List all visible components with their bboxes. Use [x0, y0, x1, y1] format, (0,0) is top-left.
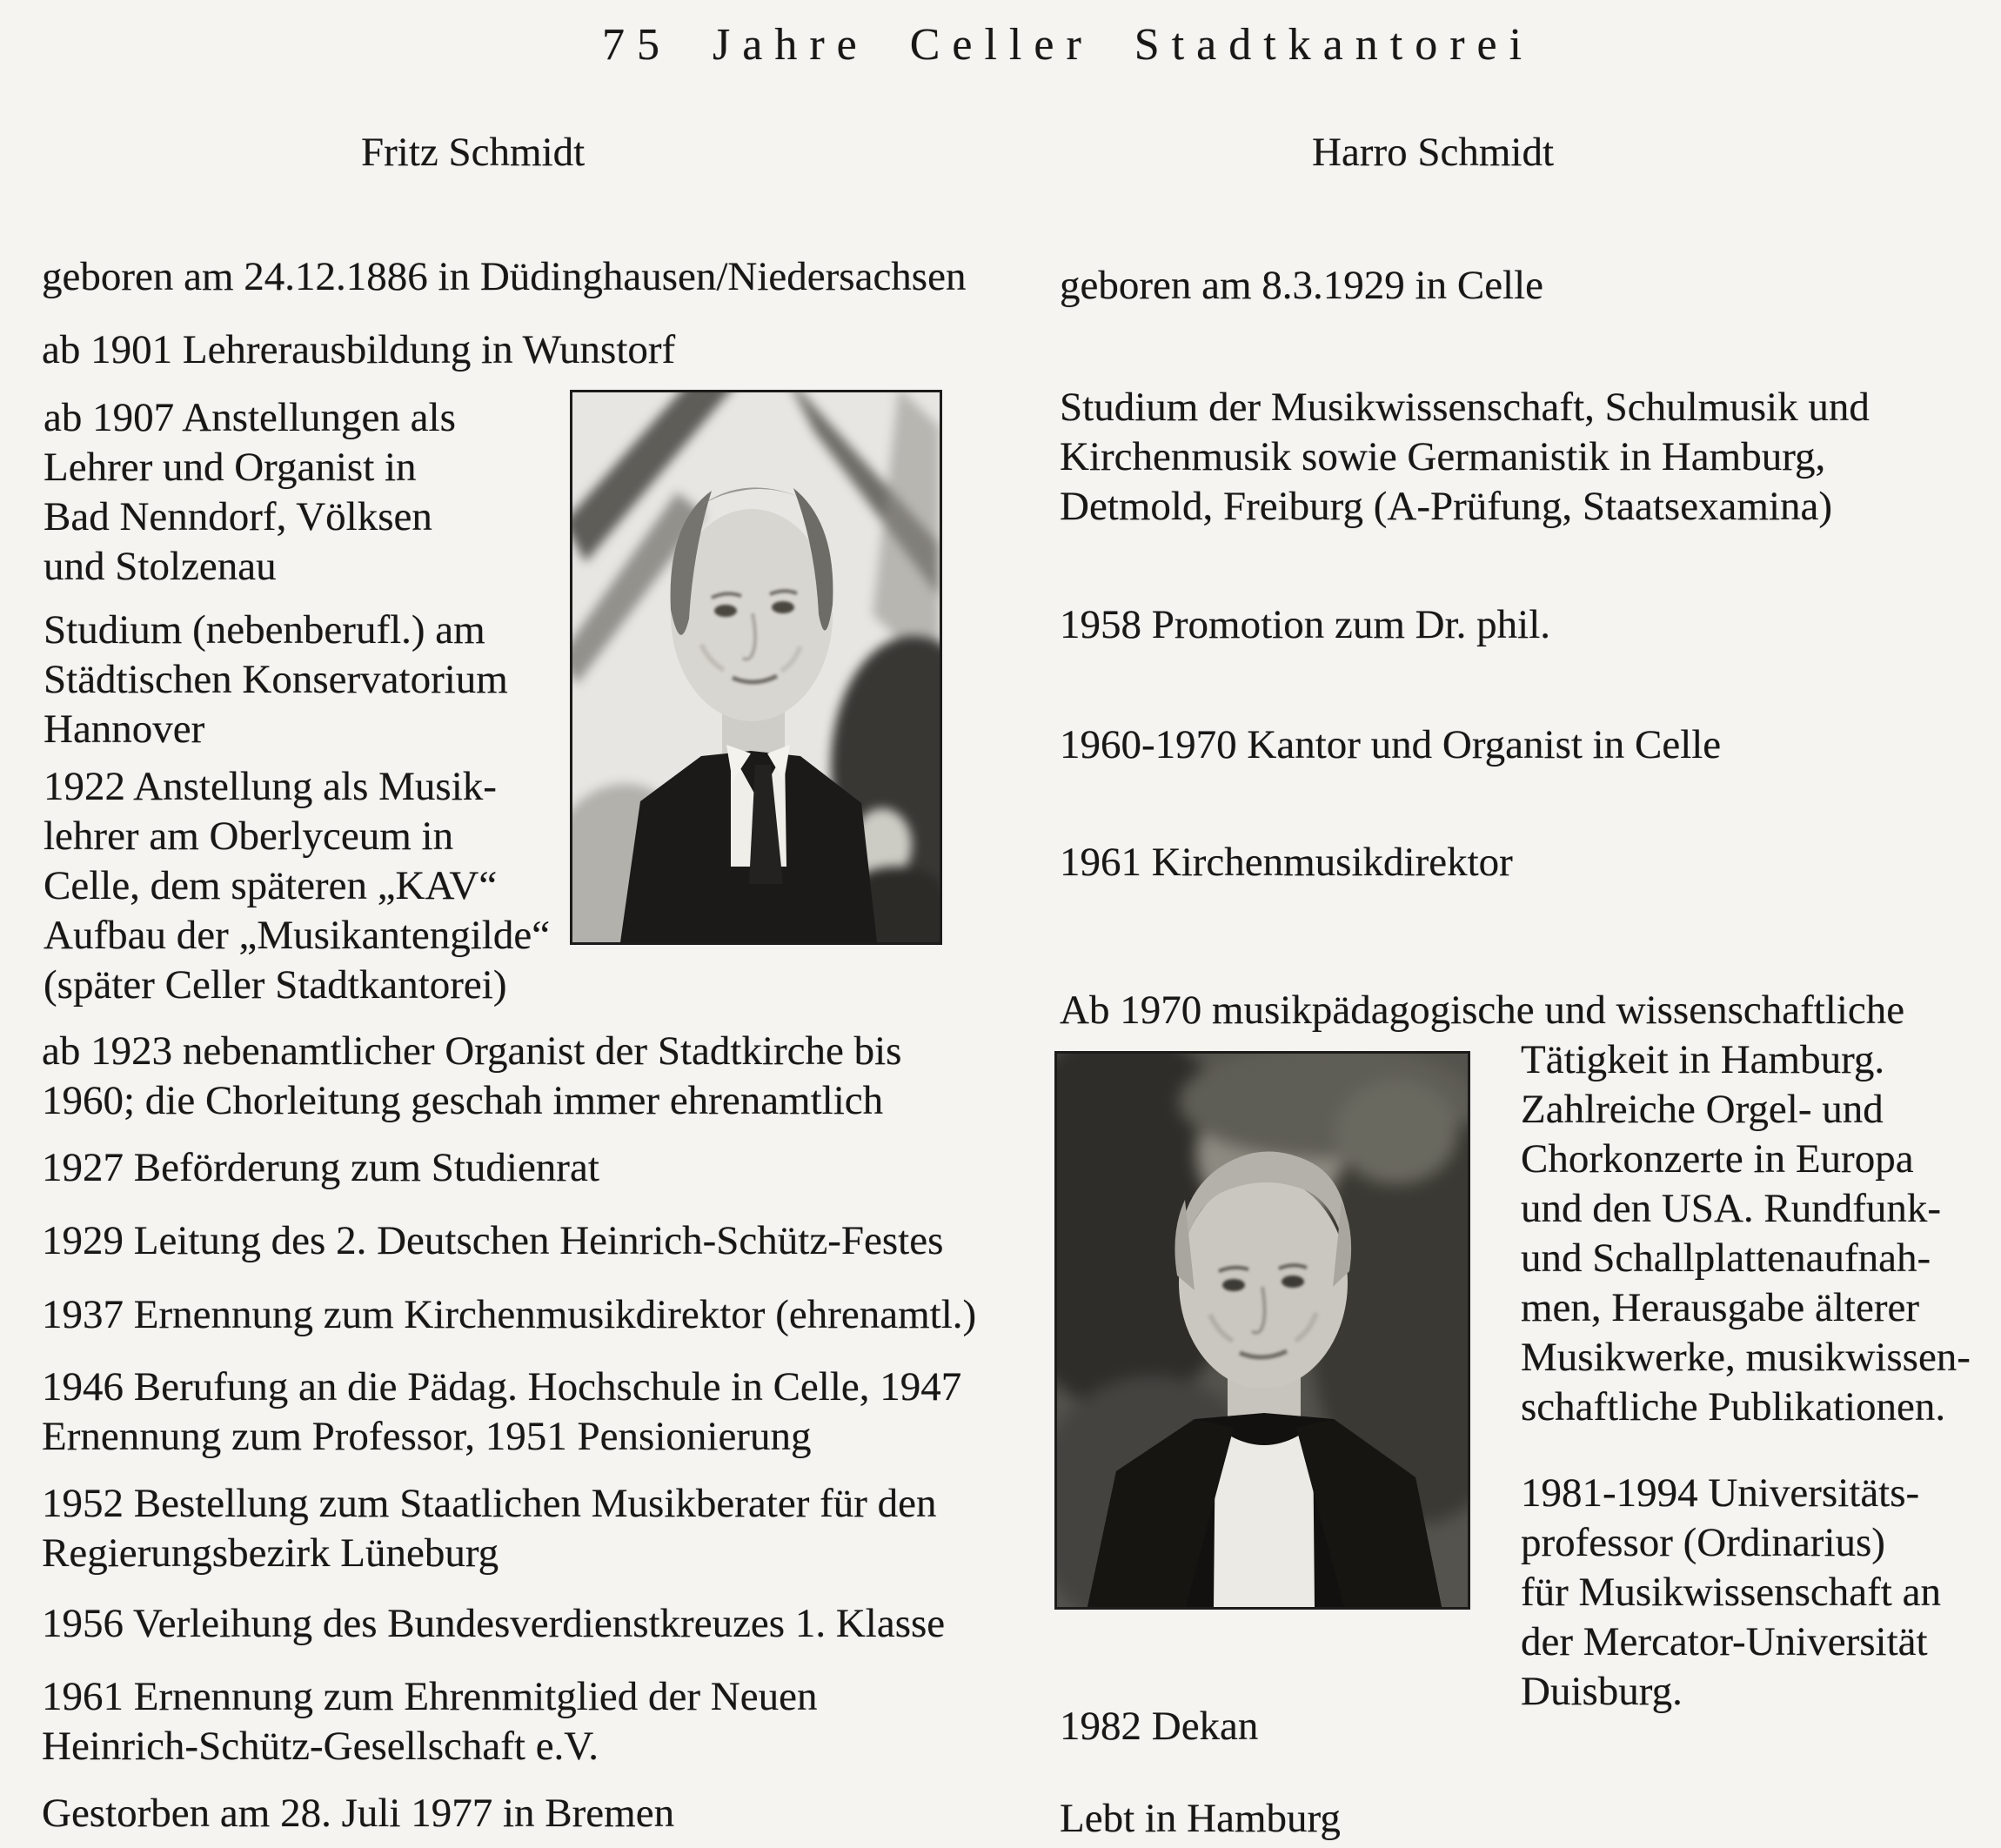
text-line: Kirchenmusik sowie Germanistik in Hamburg,: [1060, 434, 1826, 479]
fritz-portrait-graphic: [572, 392, 940, 942]
text-line: 1958 Promotion zum Dr. phil.: [1060, 602, 1550, 647]
text-line: Regierungsbezirk Lüneburg: [42, 1530, 499, 1576]
harro-entry-1982: [1060, 1702, 1258, 1751]
text-line: Ernennung zum Professor, 1951 Pensionierung: [42, 1414, 812, 1459]
text-line: Zahlreiche Orgel- und: [1521, 1087, 1884, 1132]
text-line: Duisburg.: [1521, 1669, 1683, 1714]
text-line: Bad Nenndorf, Völksen: [44, 494, 432, 539]
text-line: ab 1907 Anstellungen als: [44, 395, 456, 440]
harro-entry-1961: [1060, 838, 1513, 887]
text-line: der Mercator-Universität: [1521, 1619, 1928, 1664]
text-line: ab 1901 Lehrerausbildung in Wunstorf: [42, 327, 676, 372]
fritz-entry-born: [42, 252, 966, 302]
fritz-entry-1929: [42, 1216, 943, 1266]
harro-schmidt-photo: [1054, 1051, 1470, 1610]
text-line: professor (Ordinarius): [1521, 1520, 1885, 1565]
text-line: und Stolzenau: [44, 544, 277, 589]
fritz-entry-1901: [42, 325, 675, 375]
harro-entry-1970-lead: [1060, 986, 1904, 1035]
text-line: Städtischen Konservatorium: [44, 657, 508, 702]
text-line: und Schallplattenaufnah-: [1521, 1235, 1931, 1281]
fritz-entry-studium: [44, 606, 508, 754]
text-line: Lehrer und Organist in: [44, 445, 417, 490]
text-line: schaftliche Publikationen.: [1521, 1384, 1946, 1430]
text-line: Chorkonzerte in Europa: [1521, 1136, 1914, 1182]
fritz-entry-1961: [42, 1672, 817, 1771]
harro-entry-born: [1060, 261, 1543, 311]
fritz-entry-1907: [44, 393, 456, 592]
text-line: Studium (nebenberufl.) am: [44, 607, 485, 653]
text-line: 1927 Beförderung zum Studienrat: [42, 1145, 599, 1190]
text-line: 1929 Leitung des 2. Deutschen Heinrich-Schütz-Festes: [42, 1218, 944, 1263]
text-line: und den USA. Rundfunk-: [1521, 1186, 1942, 1231]
harro-portrait-graphic: [1057, 1054, 1468, 1607]
text-line: men, Herausgabe älterer: [1521, 1285, 1919, 1330]
fritz-entry-1922: [44, 762, 550, 1010]
harro-entry-1958: [1060, 600, 1550, 650]
fritz-schmidt-photo: [570, 390, 942, 945]
text-line: geboren am 24.12.1886 in Düdinghausen/Niedersachsen: [42, 254, 967, 299]
text-line: 1982 Dekan: [1060, 1704, 1259, 1749]
harro-entry-residence: [1060, 1794, 1341, 1844]
text-line: 1961 Kirchenmusikdirektor: [1060, 840, 1513, 885]
text-line: lehrer am Oberlyceum in: [44, 814, 454, 859]
column-header-fritz: Fritz Schmidt: [361, 130, 586, 175]
text-line: Heinrich-Schütz-Gesellschaft e.V.: [42, 1724, 599, 1769]
text-line: ab 1923 nebenamtlicher Organist der Stadtkirche bis: [42, 1028, 902, 1074]
text-line: Lebt in Hamburg: [1060, 1796, 1341, 1841]
harro-entry-1960: [1060, 720, 1721, 770]
text-line: Tätigkeit in Hamburg.: [1521, 1037, 1885, 1082]
fritz-entry-1946: [42, 1363, 961, 1462]
text-line: Hannover: [44, 706, 205, 752]
fritz-entry-died: [42, 1789, 674, 1838]
text-line: Detmold, Freiburg (A-Prüfung, Staatsexamina): [1060, 484, 1833, 529]
text-line: für Musikwissenschaft an: [1521, 1570, 1941, 1615]
text-line: 1956 Verleihung des Bundesverdienstkreuzes 1. Klasse: [42, 1601, 946, 1646]
text-line: (später Celler Stadtkantorei): [44, 962, 507, 1008]
fritz-entry-1937: [42, 1290, 976, 1340]
text-line: 1922 Anstellung als Musik-: [44, 764, 497, 809]
harro-entry-1981: [1521, 1469, 1941, 1717]
text-line: Ab 1970 musikpädagogische und wissenschaftliche: [1060, 988, 1905, 1033]
text-line: geboren am 8.3.1929 in Celle: [1060, 263, 1544, 308]
column-header-harro: Harro Schmidt: [1312, 130, 1555, 175]
fritz-entry-1927: [42, 1143, 599, 1193]
text-line: Aufbau der „Musikantengilde“: [44, 913, 551, 958]
page-title: 75 Jahre Celler Stadtkantorei: [602, 20, 1535, 70]
harro-entry-1970-detail: [1521, 1035, 1971, 1432]
text-line: Celle, dem späteren „KAV“: [44, 863, 498, 908]
text-line: 1960-1970 Kantor und Organist in Celle: [1060, 722, 1722, 767]
text-line: 1946 Berufung an die Pädag. Hochschule in Celle, 1947: [42, 1364, 962, 1409]
text-line: 1961 Ernennung zum Ehrenmitglied der Neuen: [42, 1674, 818, 1719]
text-line: Musikwerke, musikwissen-: [1521, 1335, 1971, 1380]
text-line: Gestorben am 28. Juli 1977 in Bremen: [42, 1791, 675, 1836]
fritz-entry-1956: [42, 1599, 945, 1649]
text-line: 1960; die Chorleitung geschah immer ehrenamtlich: [42, 1078, 884, 1123]
fritz-entry-1952: [42, 1479, 937, 1578]
text-line: 1937 Ernennung zum Kirchenmusikdirektor (ehrenamtl.): [42, 1292, 977, 1337]
text-line: 1952 Bestellung zum Staatlichen Musikberater für den: [42, 1481, 937, 1526]
fritz-entry-1923: [42, 1027, 901, 1126]
text-line: 1981-1994 Universitäts-: [1521, 1470, 1920, 1516]
harro-entry-studium: [1060, 383, 1870, 532]
text-line: Studium der Musikwissenschaft, Schulmusik und: [1060, 385, 1870, 430]
